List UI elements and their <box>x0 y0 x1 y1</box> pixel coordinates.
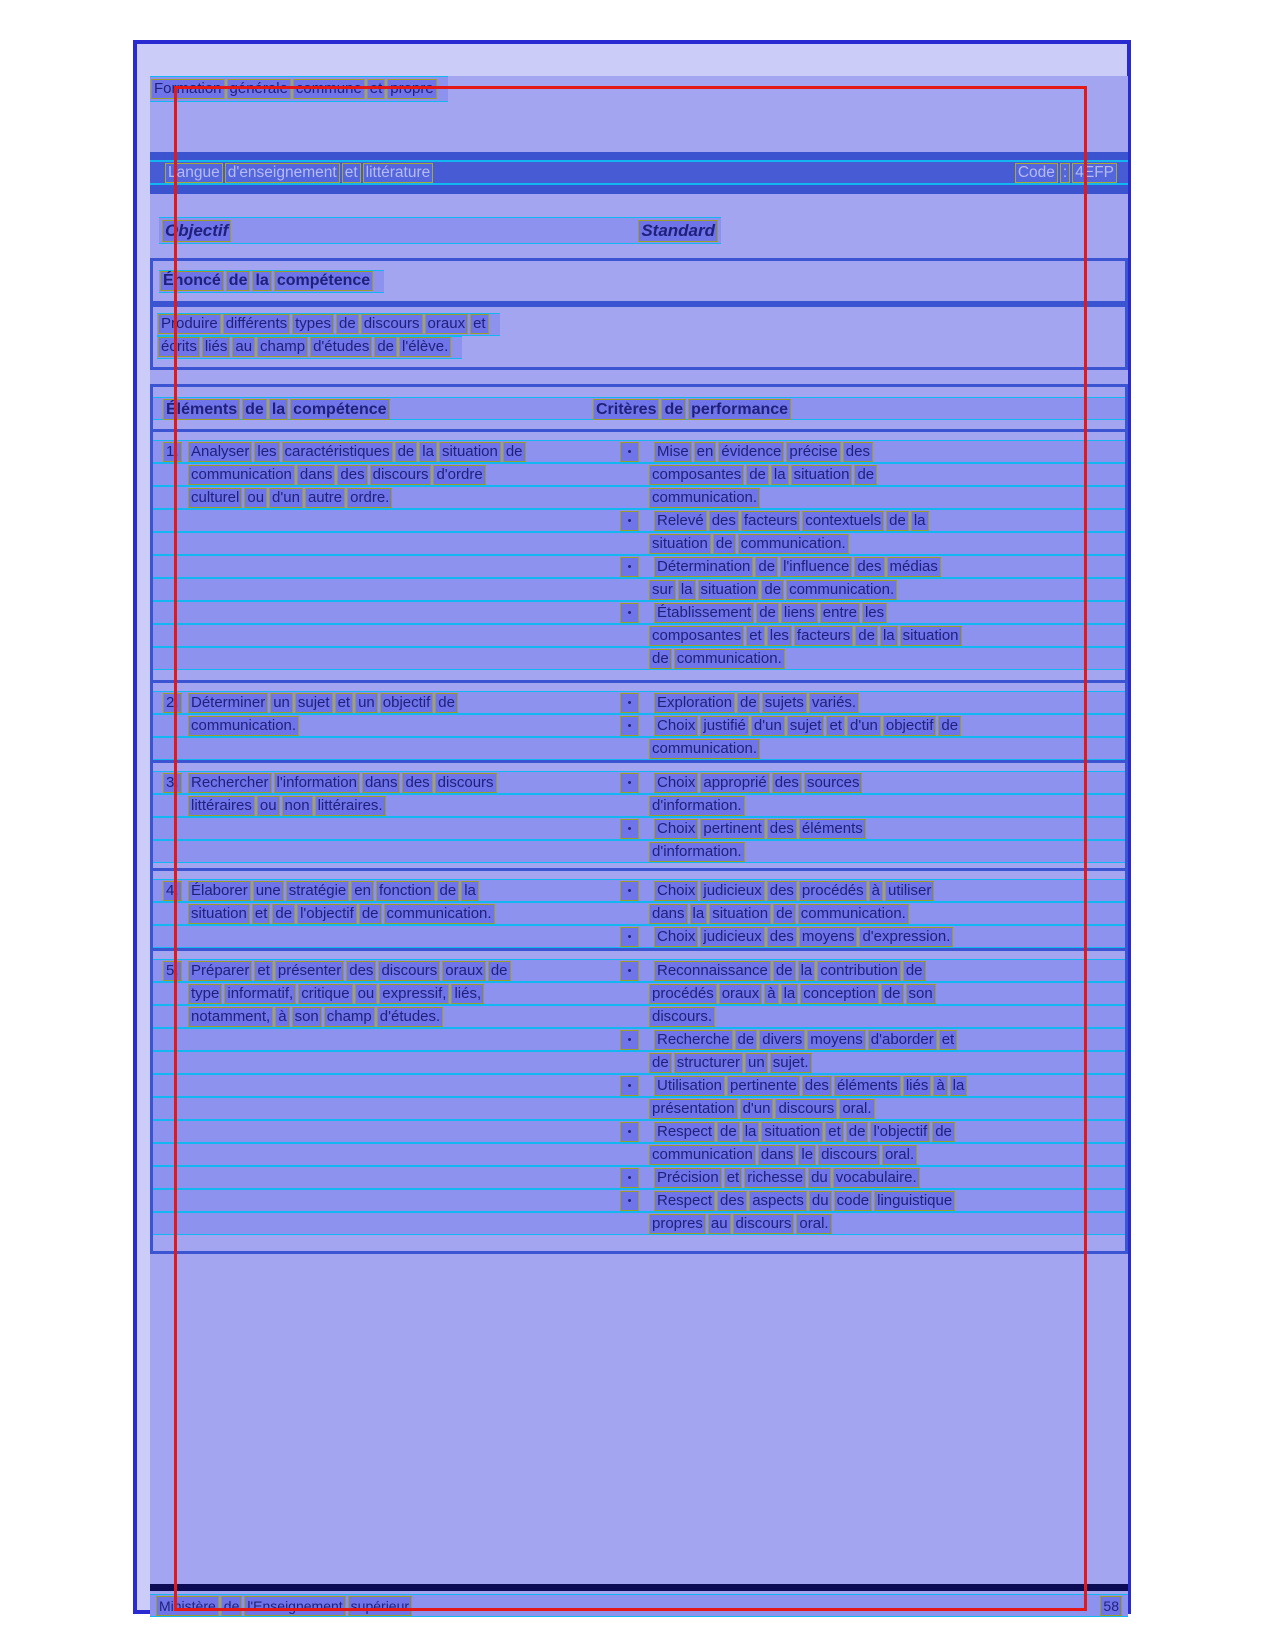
line-annotation <box>153 1074 1125 1097</box>
line-annotation <box>153 879 1125 902</box>
competence-table <box>150 384 1128 1254</box>
bullet-icon: • <box>620 442 639 462</box>
table-line <box>153 817 1125 840</box>
document-page <box>133 40 1131 1614</box>
table-line <box>153 578 1125 601</box>
criteria-text: • Utilisation pertinente des éléments liés à la <box>619 1076 968 1096</box>
line-annotation <box>153 925 1125 948</box>
bullet-icon: • <box>620 927 639 947</box>
title-band-line <box>150 160 1128 185</box>
top-label: Formation générale commune et propre <box>150 79 438 96</box>
table-row <box>153 680 1125 760</box>
bullet-icon: • <box>620 603 639 623</box>
criteria-text: de communication. <box>619 649 786 669</box>
line-annotation <box>153 1166 1125 1189</box>
line-annotation <box>153 771 1125 794</box>
table-line <box>153 1120 1125 1143</box>
statement-line <box>157 336 462 359</box>
element-text: Analyser les caractéristiques de la situation de <box>187 442 527 462</box>
element-text: littéraires ou non littéraires. <box>187 796 387 816</box>
row-number: 3. <box>162 773 183 793</box>
line-annotation <box>153 817 1125 840</box>
line-annotation <box>153 463 1125 486</box>
table-line <box>153 959 1125 982</box>
line-annotation <box>153 555 1125 578</box>
table-line <box>153 1074 1125 1097</box>
table-body <box>153 432 1125 1254</box>
element-text: Préparer et présenter des discours oraux de <box>187 961 512 981</box>
enonce-header-box <box>150 258 1128 304</box>
table-row <box>153 868 1125 948</box>
objectif-label: Objectif <box>161 220 232 242</box>
line-annotation <box>153 532 1125 555</box>
table-line <box>153 555 1125 578</box>
line-annotation <box>153 737 1125 760</box>
statement-line <box>157 313 500 336</box>
row-number: 1. <box>162 442 183 462</box>
table-line <box>153 1028 1125 1051</box>
table-line <box>153 691 1125 714</box>
table-line <box>153 771 1125 794</box>
bullet-icon: • <box>620 1076 639 1096</box>
enonce-header-line <box>159 270 384 293</box>
line-annotation <box>153 440 1125 463</box>
table-line <box>153 982 1125 1005</box>
line-annotation <box>153 794 1125 817</box>
criteria-text: • Reconnaissance de la contribution de <box>619 961 927 981</box>
footer-rule <box>150 1584 1128 1591</box>
criteria-text: d'information. <box>619 842 746 862</box>
footer-ministry: Ministère de l'Enseignement supérieur <box>155 1596 413 1616</box>
top-label-line <box>150 76 448 102</box>
bullet-icon: • <box>620 1191 639 1211</box>
table-line <box>153 1005 1125 1028</box>
table-line <box>153 925 1125 948</box>
statement-text: Produire différents types de discours oraux et <box>157 314 490 331</box>
objectif-standard-row <box>159 217 721 244</box>
bullet-icon: • <box>620 773 639 793</box>
table-line <box>153 737 1125 760</box>
criteria-text: • Recherche de divers moyens d'aborder et <box>619 1030 958 1050</box>
bullet-icon: • <box>620 961 639 981</box>
table-line <box>153 1166 1125 1189</box>
table-row <box>153 432 1125 680</box>
line-annotation <box>153 647 1125 670</box>
table-row <box>153 760 1125 868</box>
bullet-icon: • <box>620 1122 639 1142</box>
criteria-text: situation de communication. <box>619 534 850 554</box>
bullet-icon: • <box>620 881 639 901</box>
table-line <box>153 840 1125 863</box>
element-text: notamment, à son champ d'études. <box>187 1007 444 1027</box>
table-line <box>153 532 1125 555</box>
table-line <box>153 1143 1125 1166</box>
line-annotation <box>153 1097 1125 1120</box>
enonce-title: Énoncé de la compétence <box>159 271 374 288</box>
table-line <box>153 794 1125 817</box>
table-line <box>153 647 1125 670</box>
table-line <box>153 601 1125 624</box>
criteria-text: • Choix justifié d'un sujet et d'un objectif de <box>619 716 962 736</box>
line-annotation <box>153 714 1125 737</box>
row-number: 2. <box>162 693 183 713</box>
element-text: Déterminer un sujet et un objectif de <box>187 693 459 713</box>
table-line <box>153 1189 1125 1212</box>
footer-line <box>150 1594 1128 1617</box>
bullet-icon: • <box>620 511 639 531</box>
criteria-text: • Précision et richesse du vocabulaire. <box>619 1168 921 1188</box>
criteria-text: • Choix judicieux des procédés à utiliser <box>619 881 935 901</box>
header-elements: Éléments de la compétence <box>162 399 391 420</box>
table-line <box>153 486 1125 509</box>
header-criteres: Critères de performance <box>592 399 792 420</box>
page-number: 58 <box>1099 1596 1123 1616</box>
line-annotation <box>153 486 1125 509</box>
criteria-text: sur la situation de communication. <box>619 580 898 600</box>
row-number: 4. <box>162 881 183 901</box>
element-text: culturel ou d'un autre ordre. <box>187 488 393 508</box>
statement-text: écrits liés au champ d'études de l'élève. <box>157 337 452 354</box>
line-annotation <box>153 902 1125 925</box>
criteria-text: composantes et les facteurs de la situation <box>619 626 963 646</box>
line-annotation <box>153 1028 1125 1051</box>
criteria-text: • Choix approprié des sources <box>619 773 863 793</box>
table-header-row <box>153 387 1125 432</box>
row-number: 5. <box>162 961 183 981</box>
table-line <box>153 509 1125 532</box>
bullet-icon: • <box>620 716 639 736</box>
table-line <box>153 1051 1125 1074</box>
criteria-text: discours. <box>619 1007 716 1027</box>
element-text: type informatif, critique ou expressif, liés, <box>187 984 485 1004</box>
criteria-text: • Établissement de liens entre les <box>619 603 888 623</box>
criteria-text: présentation d'un discours oral. <box>619 1099 876 1119</box>
criteria-text: • Relevé des facteurs contextuels de la <box>619 511 930 531</box>
band-code: Code : 4EFP <box>1014 163 1118 183</box>
line-annotation <box>153 840 1125 863</box>
table-line <box>153 440 1125 463</box>
line-annotation <box>153 1189 1125 1212</box>
line-annotation <box>153 959 1125 982</box>
criteria-text: propres au discours oral. <box>619 1214 833 1234</box>
table-line <box>153 1212 1125 1235</box>
criteria-text: • Détermination de l'influence des médias <box>619 557 942 577</box>
line-annotation <box>153 578 1125 601</box>
criteria-text: composantes de la situation de <box>619 465 878 485</box>
criteria-text: communication. <box>619 488 761 508</box>
line-annotation <box>153 982 1125 1005</box>
element-text: Rechercher l'information dans des discours <box>187 773 498 793</box>
table-line <box>153 463 1125 486</box>
line-annotation <box>153 1143 1125 1166</box>
criteria-text: communication dans le discours oral. <box>619 1145 918 1165</box>
bullet-icon: • <box>620 1030 639 1050</box>
criteria-text: • Choix pertinent des éléments <box>619 819 867 839</box>
table-row <box>153 948 1125 1254</box>
bullet-icon: • <box>620 819 639 839</box>
table-line <box>153 624 1125 647</box>
criteria-text: • Respect des aspects du code linguistique <box>619 1191 956 1211</box>
element-text: communication. <box>187 716 300 736</box>
bullet-icon: • <box>620 693 639 713</box>
criteria-text: • Mise en évidence précise des <box>619 442 874 462</box>
criteria-text: de structurer un sujet. <box>619 1053 813 1073</box>
line-annotation <box>153 1051 1125 1074</box>
table-line <box>153 1097 1125 1120</box>
element-text: communication dans des discours d'ordre <box>187 465 487 485</box>
line-annotation <box>153 601 1125 624</box>
line-annotation <box>153 691 1125 714</box>
criteria-text: • Respect de la situation et de l'objectif de <box>619 1122 956 1142</box>
criteria-text: dans la situation de communication. <box>619 904 910 924</box>
bullet-icon: • <box>620 1168 639 1188</box>
standard-label: Standard <box>637 220 719 242</box>
table-line <box>153 902 1125 925</box>
enonce-statement-box <box>150 304 1128 370</box>
band-title: Langue d'enseignement et littérature <box>164 163 434 183</box>
table-header-line <box>153 397 1125 420</box>
criteria-text: • Choix judicieux des moyens d'expression. <box>619 927 954 947</box>
element-text: Élaborer une stratégie en fonction de la <box>187 881 480 901</box>
line-annotation <box>153 509 1125 532</box>
criteria-text: d'information. <box>619 796 746 816</box>
title-band <box>150 152 1128 194</box>
criteria-text: • Exploration de sujets variés. <box>619 693 860 713</box>
bullet-icon: • <box>620 557 639 577</box>
criteria-text: communication. <box>619 739 761 759</box>
line-annotation <box>153 1212 1125 1235</box>
element-text: situation et de l'objectif de communication. <box>187 904 496 924</box>
line-annotation <box>153 1120 1125 1143</box>
table-line <box>153 879 1125 902</box>
table-line <box>153 714 1125 737</box>
line-annotation <box>153 1005 1125 1028</box>
criteria-text: procédés oraux à la conception de son <box>619 984 937 1004</box>
line-annotation <box>153 624 1125 647</box>
